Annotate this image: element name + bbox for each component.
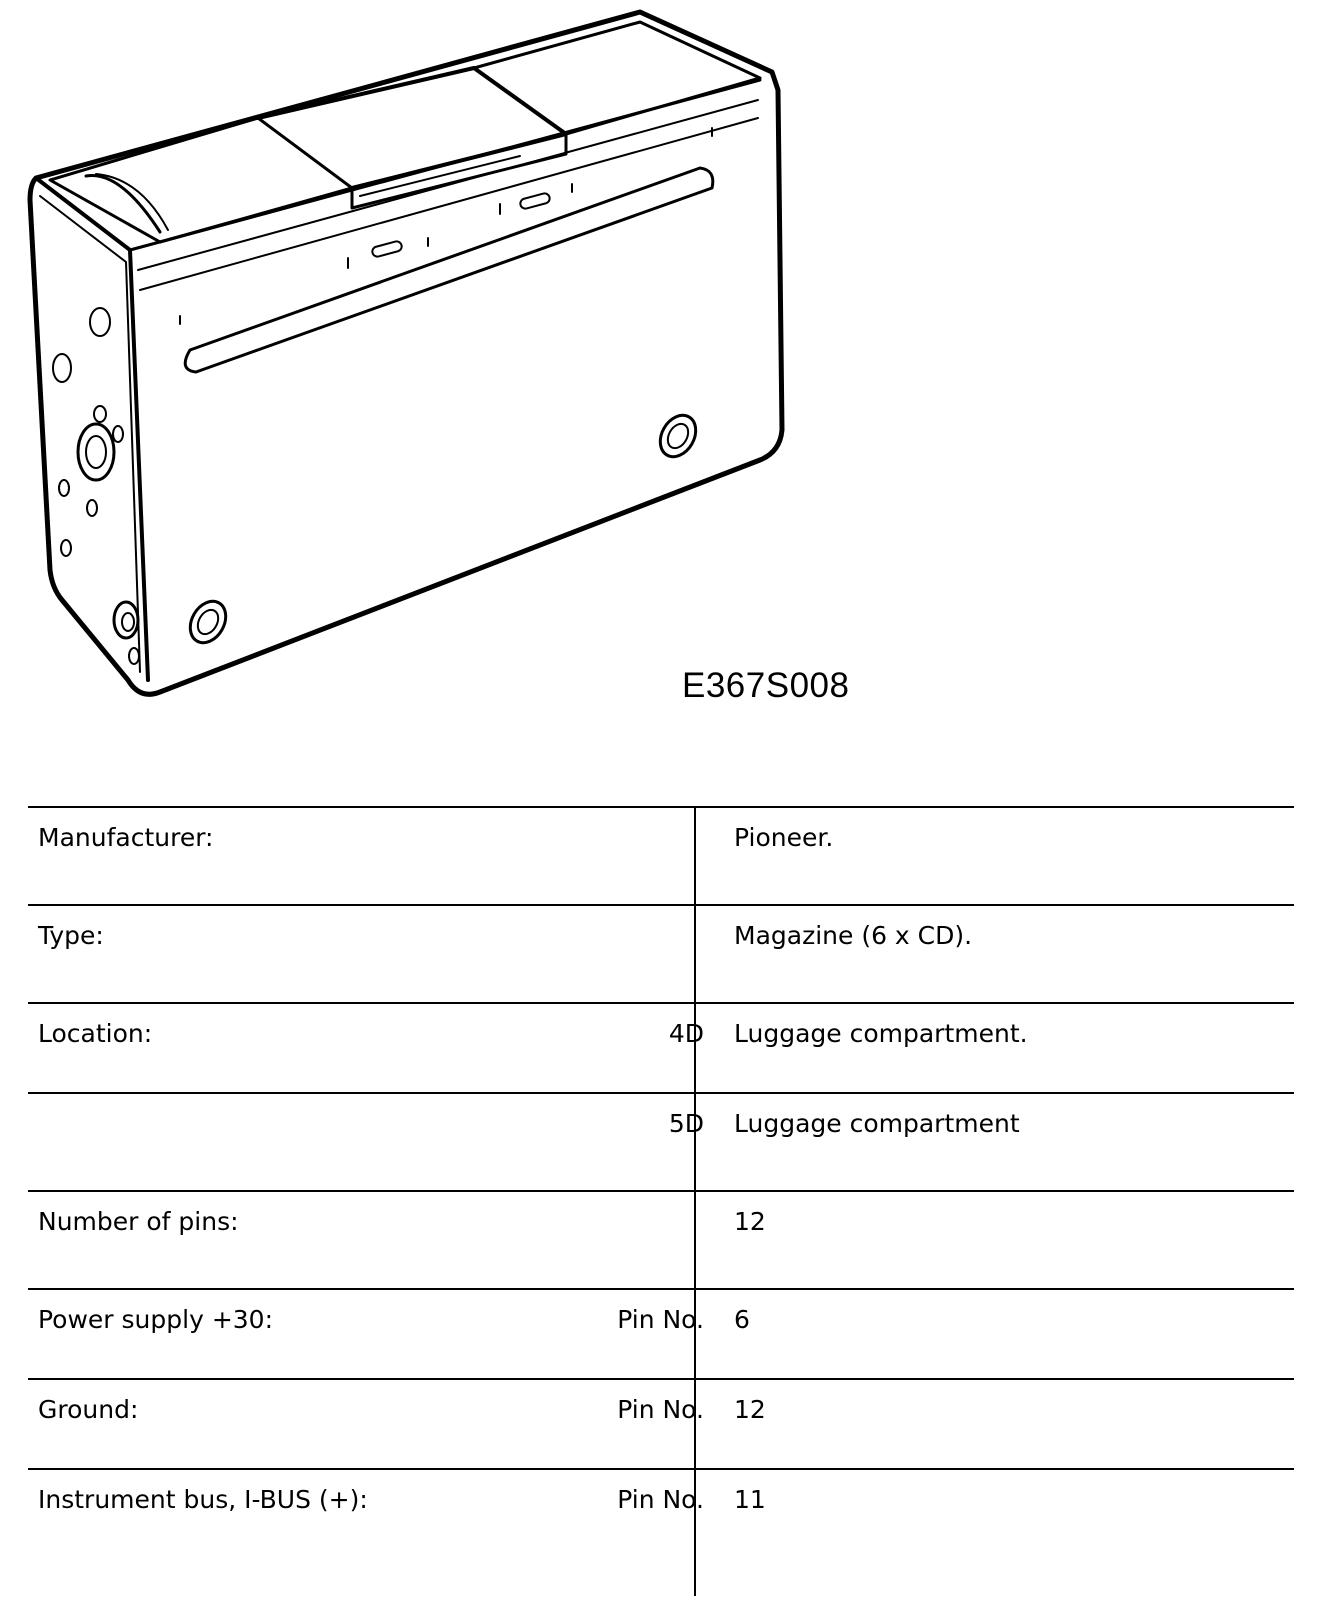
figure-label: E367S008 [682,666,850,705]
table-row [28,1002,1294,1092]
row-sublabel: Pin No. [617,1305,704,1334]
row-label: Number of pins: [38,1207,239,1236]
row-value: 12 [734,1207,766,1236]
spec-table [28,806,1294,1600]
row-label: Type: [38,921,104,950]
table-row [28,1092,1294,1190]
row-label: Power supply +30: [38,1305,274,1334]
row-value: Luggage compartment [734,1109,1020,1138]
row-sublabel: Pin No. [617,1485,704,1514]
table-row [28,1288,1294,1378]
table-row [28,1468,1294,1600]
row-value: Luggage compartment. [734,1019,1028,1048]
row-value: 6 [734,1305,750,1334]
row-label: Instrument bus, I-BUS (+): [38,1485,368,1514]
table-row [28,904,1294,1002]
cd-changer-illustration [0,0,900,720]
row-value: 12 [734,1395,766,1424]
row-label: Location: [38,1019,153,1048]
row-sublabel: 5D [668,1109,704,1138]
table-row [28,1190,1294,1288]
row-value: Pioneer. [734,823,834,852]
table-row [28,1378,1294,1468]
row-sublabel: 4D [668,1019,704,1048]
row-label: Ground: [38,1395,139,1424]
row-value: Magazine (6 x CD). [734,921,973,950]
row-label: Manufacturer: [38,823,214,852]
row-value: 11 [734,1485,766,1514]
row-sublabel: Pin No. [617,1395,704,1424]
table-row [28,806,1294,904]
